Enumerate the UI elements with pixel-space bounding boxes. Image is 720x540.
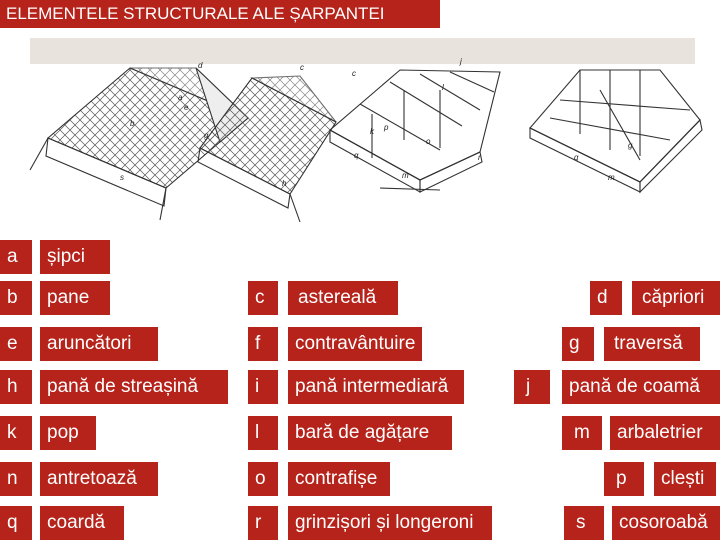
letter-i: i — [248, 370, 278, 404]
letter-n: n — [0, 462, 32, 496]
term-clesti: clești — [654, 462, 716, 496]
term-astereala: astereală — [288, 281, 398, 315]
label-c2: c — [352, 69, 356, 78]
label-b: b — [130, 119, 135, 128]
letter-l: l — [248, 416, 278, 450]
label-m2: m — [608, 173, 615, 182]
label-a: a — [178, 93, 183, 102]
term-arbaletrier: arbaletrier — [610, 416, 720, 450]
label-g2: g — [628, 141, 633, 150]
letter-k: k — [0, 416, 32, 450]
letter-a: a — [0, 240, 32, 274]
page-title: ELEMENTELE STRUCTURALE ALE ȘARPANTEI — [0, 0, 440, 28]
letter-f: f — [248, 327, 278, 361]
roof-structure-drawing — [0, 30, 720, 230]
letter-j: j — [514, 370, 550, 404]
letter-e: e — [0, 327, 32, 361]
term-pana-de-coama: pană de coamă — [562, 370, 720, 404]
letter-r: r — [248, 506, 278, 540]
letter-o: o — [248, 462, 278, 496]
label-l: l — [442, 83, 444, 92]
term-grinzisori-si-longeroni: grinzișori și longeroni — [288, 506, 492, 540]
label-m: m — [402, 171, 409, 180]
letter-p: p — [604, 462, 644, 496]
label-p: p — [384, 123, 389, 132]
label-g: g — [204, 131, 209, 140]
label-c: c — [300, 63, 304, 72]
term-cosoroaba: cosoroabă — [612, 506, 720, 540]
letter-b: b — [0, 281, 32, 315]
letter-c: c — [248, 281, 278, 315]
label-r: r — [478, 153, 481, 162]
term-sipci: șipci — [40, 240, 110, 274]
term-contravantuire: contravântuire — [288, 327, 422, 361]
term-pop: pop — [40, 416, 96, 450]
term-contrafise: contrafișe — [288, 462, 390, 496]
term-capriori: căpriori — [632, 281, 720, 315]
term-bara-de-agatare: bară de agățare — [288, 416, 452, 450]
label-d: d — [198, 61, 203, 70]
label-q: q — [354, 151, 359, 160]
term-antretoaza: antretoază — [40, 462, 158, 496]
term-traversa: traversă — [604, 327, 700, 361]
letter-s: s — [564, 506, 604, 540]
letter-d: d — [590, 281, 622, 315]
letter-g: g — [562, 327, 594, 361]
term-aruncatori: aruncători — [40, 327, 158, 361]
label-q2: q — [574, 153, 579, 162]
label-h: h — [282, 179, 287, 188]
letter-h: h — [0, 370, 32, 404]
letter-m: m — [562, 416, 602, 450]
label-e: e — [184, 103, 189, 112]
term-pana-intermediara: pană intermediară — [288, 370, 464, 404]
term-pane: pane — [40, 281, 110, 315]
term-coarda: coardă — [40, 506, 124, 540]
label-k: k — [370, 127, 374, 136]
label-o: o — [426, 137, 431, 146]
term-pana-de-streasina: pană de streașină — [40, 370, 228, 404]
letter-q: q — [0, 506, 32, 540]
label-j: j — [460, 57, 462, 66]
label-s: s — [120, 173, 124, 182]
